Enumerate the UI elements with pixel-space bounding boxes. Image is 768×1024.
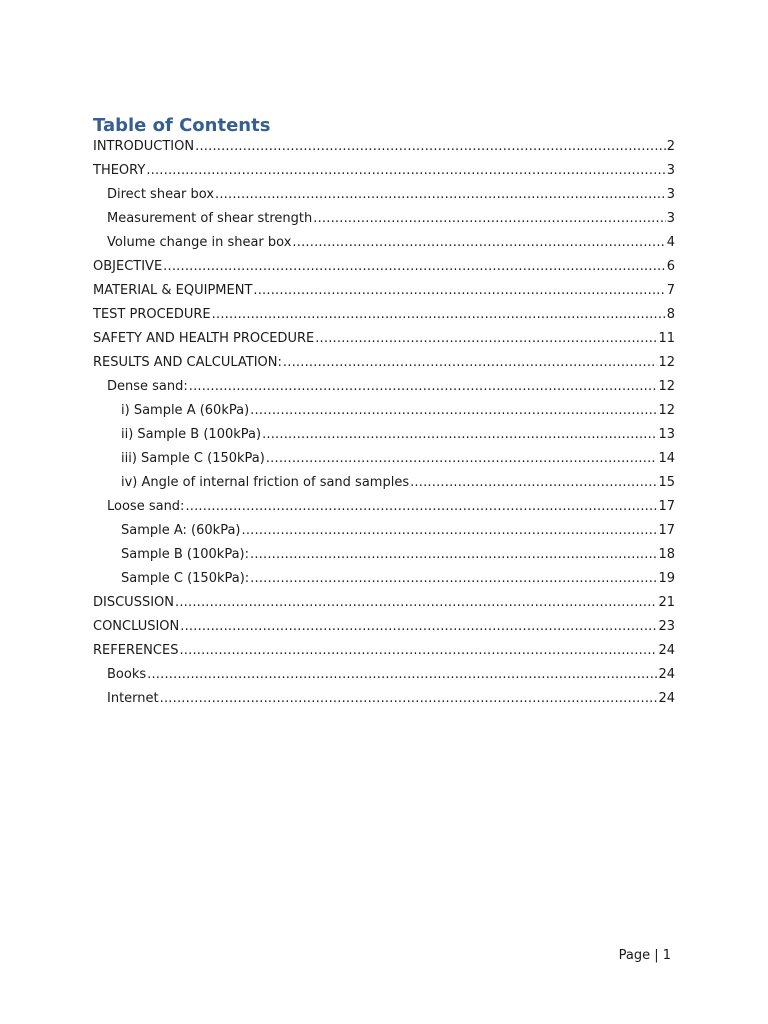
toc-entry-page: 4 <box>666 235 675 250</box>
toc-dot-leader <box>195 135 666 159</box>
toc-entry-page: 21 <box>658 595 675 610</box>
page-footer: Page | 1 <box>618 948 671 963</box>
toc-entry-label: iv) Angle of internal friction of sand samples <box>121 475 410 490</box>
toc-dot-leader <box>212 303 666 327</box>
toc-entry-page: 6 <box>666 259 675 274</box>
toc-dot-leader <box>163 255 666 279</box>
toc-entry-label: Volume change in shear box <box>107 235 292 250</box>
toc-entry-page: 15 <box>658 475 675 490</box>
toc-entry-page: 3 <box>666 187 675 202</box>
toc-dot-leader <box>266 447 658 471</box>
toc-dot-leader <box>262 423 657 447</box>
toc-entry-page: 3 <box>666 163 675 178</box>
toc-dot-leader <box>315 327 657 351</box>
toc-entry-label: Sample B (100kPa): <box>121 547 250 562</box>
toc-entry-page: 12 <box>658 403 675 418</box>
toc-dot-leader <box>185 495 657 519</box>
toc-dot-leader <box>250 543 657 567</box>
toc-entry-page: 17 <box>658 499 675 514</box>
toc-entry-page: 19 <box>658 571 675 586</box>
toc-entry-label: Dense sand: <box>107 379 188 394</box>
toc-entry-label: INTRODUCTION <box>93 139 195 154</box>
toc-entry[interactable] <box>93 303 675 327</box>
toc-entry-label: TEST PROCEDURE <box>93 307 211 322</box>
toc-entry[interactable] <box>93 447 675 471</box>
toc-entry[interactable] <box>93 375 675 399</box>
toc-entry-page: 23 <box>658 619 675 634</box>
toc-entry[interactable] <box>93 231 675 255</box>
toc-entry[interactable] <box>93 135 675 159</box>
toc-entry-label: Books <box>107 667 147 682</box>
toc-entry[interactable] <box>93 663 675 687</box>
toc-entry[interactable] <box>93 279 675 303</box>
toc-entry-label: RESULTS AND CALCULATION: <box>93 355 282 370</box>
toc-dot-leader <box>147 663 657 687</box>
toc-entry-label: i) Sample A (60kPa) <box>121 403 250 418</box>
toc-entry-page: 7 <box>666 283 675 298</box>
toc-entry[interactable] <box>93 519 675 543</box>
toc-entry-label: THEORY <box>93 163 146 178</box>
toc-entry-page: 24 <box>658 643 675 658</box>
toc-entry-label: SAFETY AND HEALTH PROCEDURE <box>93 331 315 346</box>
toc-entry[interactable] <box>93 183 675 207</box>
toc-entry[interactable] <box>93 591 675 615</box>
toc-entry-label: Sample A: (60kPa) <box>121 523 241 538</box>
toc-dot-leader <box>146 159 665 183</box>
toc-entry-label: Internet <box>107 691 159 706</box>
toc-entry-page: 18 <box>658 547 675 562</box>
toc-dot-leader <box>242 519 658 543</box>
toc-entry-page: 12 <box>658 379 675 394</box>
toc-entry-label: Loose sand: <box>107 499 185 514</box>
toc-dot-leader <box>180 615 657 639</box>
toc-entry-label: Sample C (150kPa): <box>121 571 250 586</box>
toc-entry[interactable] <box>93 471 675 495</box>
toc-entry-page: 8 <box>666 307 675 322</box>
toc-entry-page: 3 <box>666 211 675 226</box>
toc-entry-page: 11 <box>658 331 675 346</box>
toc-entry[interactable] <box>93 687 675 711</box>
toc-list <box>93 135 675 711</box>
toc-entry-label: DISCUSSION <box>93 595 174 610</box>
toc-title: Table of Contents <box>93 115 271 136</box>
toc-entry-page: 17 <box>658 523 675 538</box>
toc-dot-leader <box>283 351 658 375</box>
toc-entry[interactable] <box>93 615 675 639</box>
toc-entry-page: 13 <box>658 427 675 442</box>
toc-dot-leader <box>292 231 665 255</box>
toc-entry-page: 24 <box>658 667 675 682</box>
toc-entry-label: REFERENCES <box>93 643 179 658</box>
toc-entry-page: 12 <box>658 355 675 370</box>
toc-entry[interactable] <box>93 543 675 567</box>
toc-dot-leader <box>179 639 657 663</box>
toc-entry-label: ii) Sample B (100kPa) <box>121 427 262 442</box>
toc-entry-page: 14 <box>658 451 675 466</box>
toc-entry[interactable] <box>93 351 675 375</box>
toc-dot-leader <box>410 471 657 495</box>
toc-entry[interactable] <box>93 159 675 183</box>
toc-entry-label: CONCLUSION <box>93 619 180 634</box>
toc-entry-label: MATERIAL & EQUIPMENT <box>93 283 253 298</box>
toc-entry[interactable] <box>93 495 675 519</box>
toc-entry[interactable] <box>93 639 675 663</box>
toc-entry[interactable] <box>93 567 675 591</box>
toc-dot-leader <box>313 207 665 231</box>
toc-entry-page: 24 <box>658 691 675 706</box>
toc-entry-label: iii) Sample C (150kPa) <box>121 451 265 466</box>
toc-entry[interactable] <box>93 207 675 231</box>
toc-dot-leader <box>250 399 657 423</box>
toc-dot-leader <box>175 591 657 615</box>
toc-entry-label: OBJECTIVE <box>93 259 163 274</box>
toc-entry-page: 2 <box>666 139 675 154</box>
toc-entry[interactable] <box>93 327 675 351</box>
toc-dot-leader <box>189 375 658 399</box>
toc-entry[interactable] <box>93 423 675 447</box>
toc-entry[interactable] <box>93 399 675 423</box>
toc-entry-label: Direct shear box <box>107 187 215 202</box>
toc-dot-leader <box>253 279 665 303</box>
toc-dot-leader <box>215 183 666 207</box>
toc-dot-leader <box>250 567 657 591</box>
toc-entry[interactable] <box>93 255 675 279</box>
toc-dot-leader <box>160 687 658 711</box>
toc-entry-label: Measurement of shear strength <box>107 211 313 226</box>
